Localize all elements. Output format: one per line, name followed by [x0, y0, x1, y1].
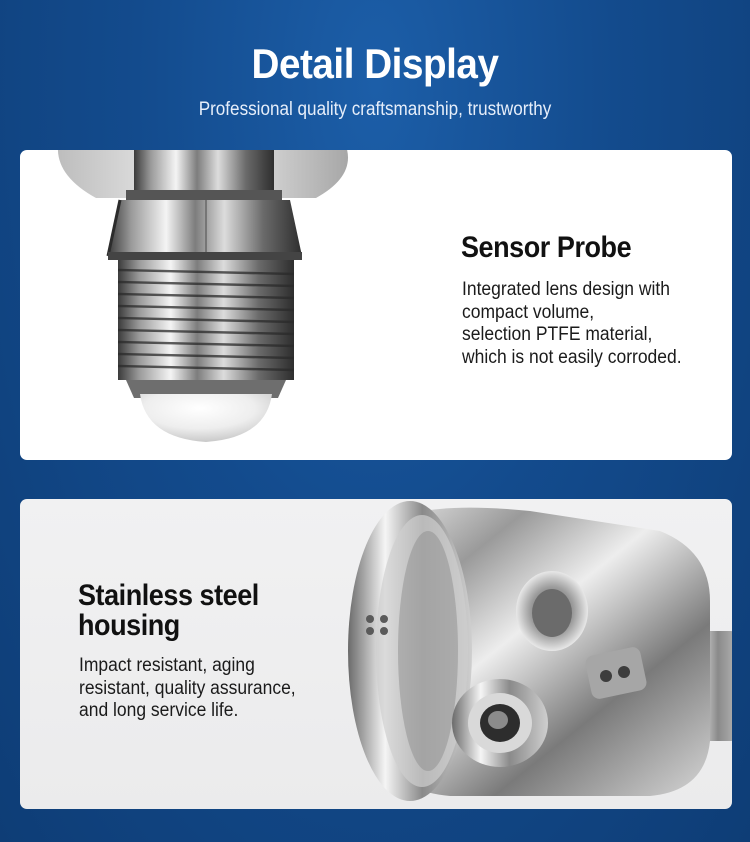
sensor-probe-card: [20, 150, 732, 460]
sensor-probe-image: [56, 150, 356, 446]
housing-description: [79, 655, 296, 723]
housing-image: [330, 499, 732, 809]
header: [0, 0, 750, 150]
stainless-housing-card: [20, 499, 732, 809]
description-line: Integrated lens design with: [462, 279, 670, 300]
page-title: Detail Display: [251, 40, 499, 87]
description-line: selection PTFE material,: [462, 324, 653, 345]
sensor-probe-title: Sensor Probe: [461, 231, 632, 264]
description-line: and long service life.: [79, 700, 239, 721]
description-line: Impact resistant, aging: [79, 655, 255, 676]
housing-title-line: Stainless steel: [78, 579, 259, 612]
housing-title-line: housing: [78, 609, 180, 642]
housing-title: [78, 581, 259, 641]
sensor-probe-description: [462, 279, 682, 369]
description-line: resistant, quality assurance,: [79, 677, 296, 699]
description-line: compact volume,: [462, 301, 595, 323]
page-subtitle: Professional quality craftsmanship, trustworthy: [198, 99, 552, 120]
description-line: which is not easily corroded.: [462, 346, 682, 368]
